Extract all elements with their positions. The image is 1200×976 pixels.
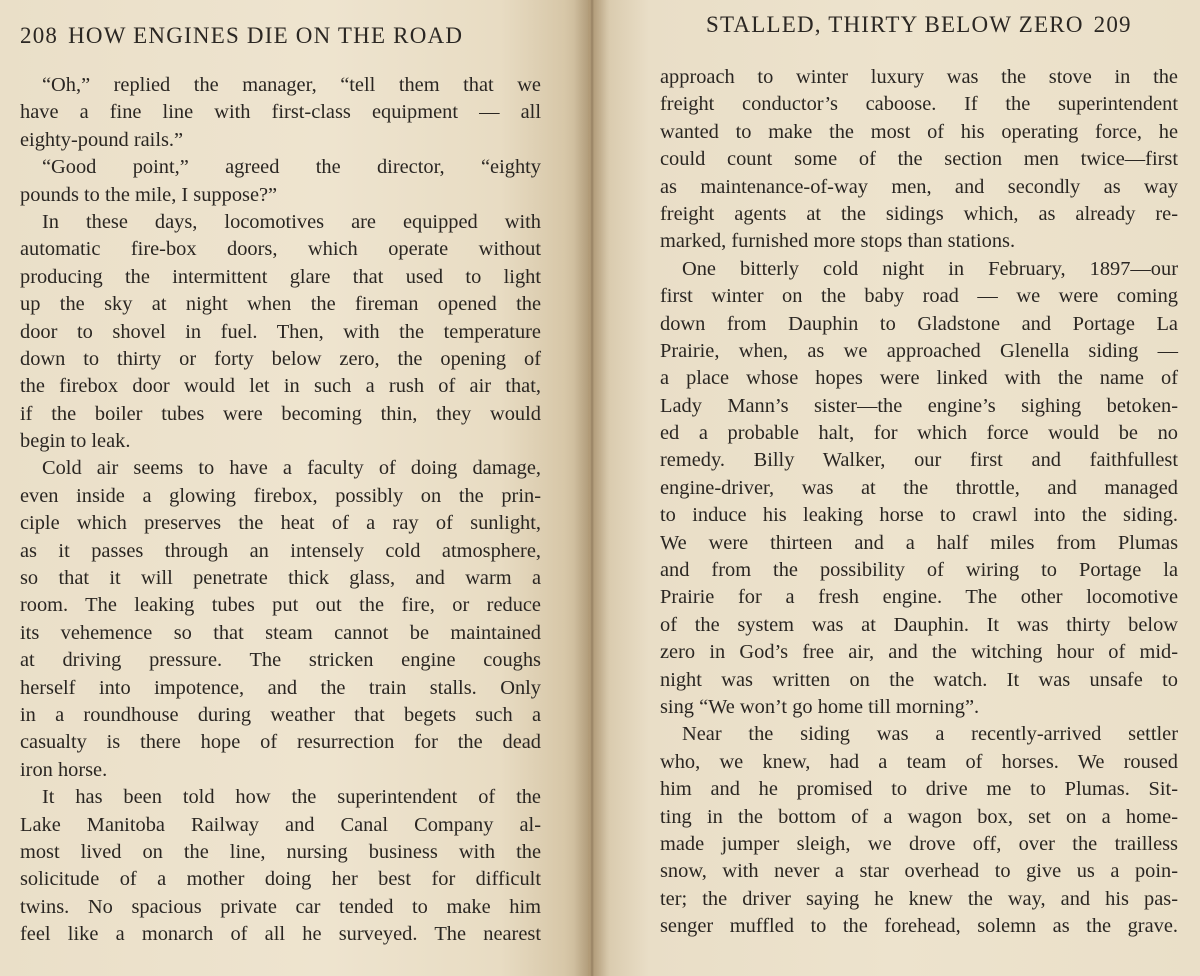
- right-running-head: [706, 12, 1132, 38]
- text-line: Near the siding was a recently-arrived settler: [682, 723, 1178, 746]
- left-page: [0, 0, 588, 976]
- text-line: who, we knew, had a team of horses. We roused: [660, 750, 1178, 773]
- text-line: its vehemence so that steam cannot be maintained: [20, 621, 541, 644]
- text-line: automatic fire-box doors, which operate without: [20, 238, 541, 261]
- left-page-number: 208: [20, 23, 59, 48]
- text-line: zero in God’s free air, and the witching hour of mid-: [660, 641, 1178, 664]
- text-line: In these days, locomotives are equipped with: [42, 210, 541, 233]
- text-line: freight agents at the sidings which, as already re-: [660, 202, 1178, 225]
- text-line: iron horse.: [20, 758, 108, 781]
- text-line: producing the intermittent glare that used to light: [20, 265, 541, 288]
- text-line: Prairie for a fresh engine. The other locomotive: [660, 586, 1178, 609]
- text-line: “Oh,” replied the manager, “tell them that we: [42, 74, 541, 96]
- text-line: herself into impotence, and the train stalls. Only: [20, 676, 541, 699]
- left-running-head: [20, 23, 463, 49]
- text-line: could count some of the section men twice—first: [660, 148, 1178, 171]
- text-line: feel like a monarch of all he surveyed. The nearest: [20, 923, 541, 946]
- text-line: remedy. Billy Walker, our first and faithfullest: [660, 449, 1178, 472]
- text-line: snow, with never a star overhead to give us a poin-: [660, 860, 1178, 883]
- text-line: so that it will penetrate thick glass, and warm a: [20, 567, 541, 590]
- left-page-text: [20, 72, 541, 949]
- right-chapter-title: STALLED, THIRTY BELOW ZERO: [706, 12, 1084, 37]
- text-line: twins. No spacious private car tended to make him: [20, 895, 541, 918]
- text-line: ed a probable halt, for which force would be no: [660, 422, 1178, 445]
- text-line: the firebox door would let in such a rush of air that,: [20, 375, 541, 398]
- text-line: “Good point,” agreed the director, “eighty: [42, 156, 541, 179]
- text-line: down to thirty or forty below zero, the opening of: [20, 347, 541, 370]
- text-line: freight conductor’s caboose. If the superintendent: [660, 93, 1178, 116]
- text-line: first winter on the baby road — we were coming: [660, 285, 1178, 308]
- text-line: door to shovel in fuel. Then, with the temperature: [20, 320, 541, 343]
- text-line: eighty-pound rails.”: [20, 128, 184, 151]
- text-line: to induce his leaking horse to crawl into the siding.: [660, 504, 1178, 527]
- text-line: It has been told how the superintendent of the: [42, 786, 541, 809]
- text-line: engine-driver, was at the throttle, and managed: [660, 476, 1178, 499]
- text-line: as it passes through an intensely cold atmosphere,: [20, 539, 541, 562]
- text-line: Lady Mann’s sister—the engine’s sighing betoken-: [660, 394, 1178, 417]
- text-line: most lived on the line, nursing business with the: [20, 840, 541, 863]
- text-line: marked, furnished more stops than stations.: [660, 230, 1016, 253]
- text-line: wanted to make the most of his operating force, he: [660, 120, 1178, 143]
- text-line: One bitterly cold night in February, 1897—our: [682, 257, 1178, 280]
- text-line: solicitude of a mother doing her best for difficult: [20, 868, 541, 891]
- text-line: even inside a glowing firebox, possibly on the prin-: [20, 484, 541, 507]
- text-line: Prairie, when, as we approached Glenella siding —: [660, 339, 1178, 362]
- text-line: Lake Manitoba Railway and Canal Company al-: [20, 813, 541, 836]
- text-line: up the sky at night when the fireman opened the: [20, 293, 541, 316]
- text-line: night was written on the watch. It was unsafe to: [660, 668, 1178, 691]
- text-line: pounds to the mile, I suppose?”: [20, 183, 278, 206]
- right-page: [588, 0, 1200, 976]
- text-line: Cold air seems to have a faculty of doing damage,: [42, 457, 541, 480]
- text-line: ter; the driver saying he knew the way, and his pas-: [660, 887, 1178, 910]
- text-line: room. The leaking tubes put out the fire, or reduce: [20, 594, 541, 617]
- text-line: casualty is there hope of resurrection for the dead: [20, 731, 541, 754]
- text-line: have a fine line with first-class equipment — all: [20, 101, 541, 124]
- left-chapter-title: HOW ENGINES DIE ON THE ROAD: [68, 23, 464, 48]
- text-line: sing “We won’t go home till morning”.: [660, 695, 980, 718]
- text-line: We were thirteen and a half miles from Plumas: [660, 531, 1178, 554]
- text-line: a place whose hopes were linked with the name of: [660, 367, 1178, 390]
- text-line: senger muffled to the forehead, solemn as the grave.: [660, 915, 1178, 938]
- text-line: if the boiler tubes were becoming thin, they would: [20, 402, 541, 425]
- text-line: as maintenance-of-way men, and secondly as way: [660, 175, 1178, 198]
- right-page-number: 209: [1093, 12, 1132, 37]
- text-line: begin to leak.: [20, 430, 131, 453]
- right-page-text: [660, 64, 1178, 941]
- text-line: approach to winter luxury was the stove in the: [660, 66, 1178, 88]
- text-line: made jumper sleigh, we drove off, over the trailless: [660, 832, 1178, 855]
- text-line: down from Dauphin to Gladstone and Portage La: [660, 312, 1178, 335]
- text-line: at driving pressure. The stricken engine coughs: [20, 649, 541, 672]
- text-line: ting in the bottom of a wagon box, set on a home-: [660, 805, 1178, 828]
- text-line: of the system was at Dauphin. It was thirty below: [660, 613, 1178, 636]
- text-line: in a roundhouse during weather that begets such a: [20, 703, 541, 726]
- text-line: him and he promised to drive me to Plumas. Sit-: [660, 778, 1178, 801]
- text-line: and from the possibility of wiring to Portage la: [660, 559, 1178, 582]
- text-line: ciple which preserves the heat of a ray of sunlight,: [20, 512, 541, 535]
